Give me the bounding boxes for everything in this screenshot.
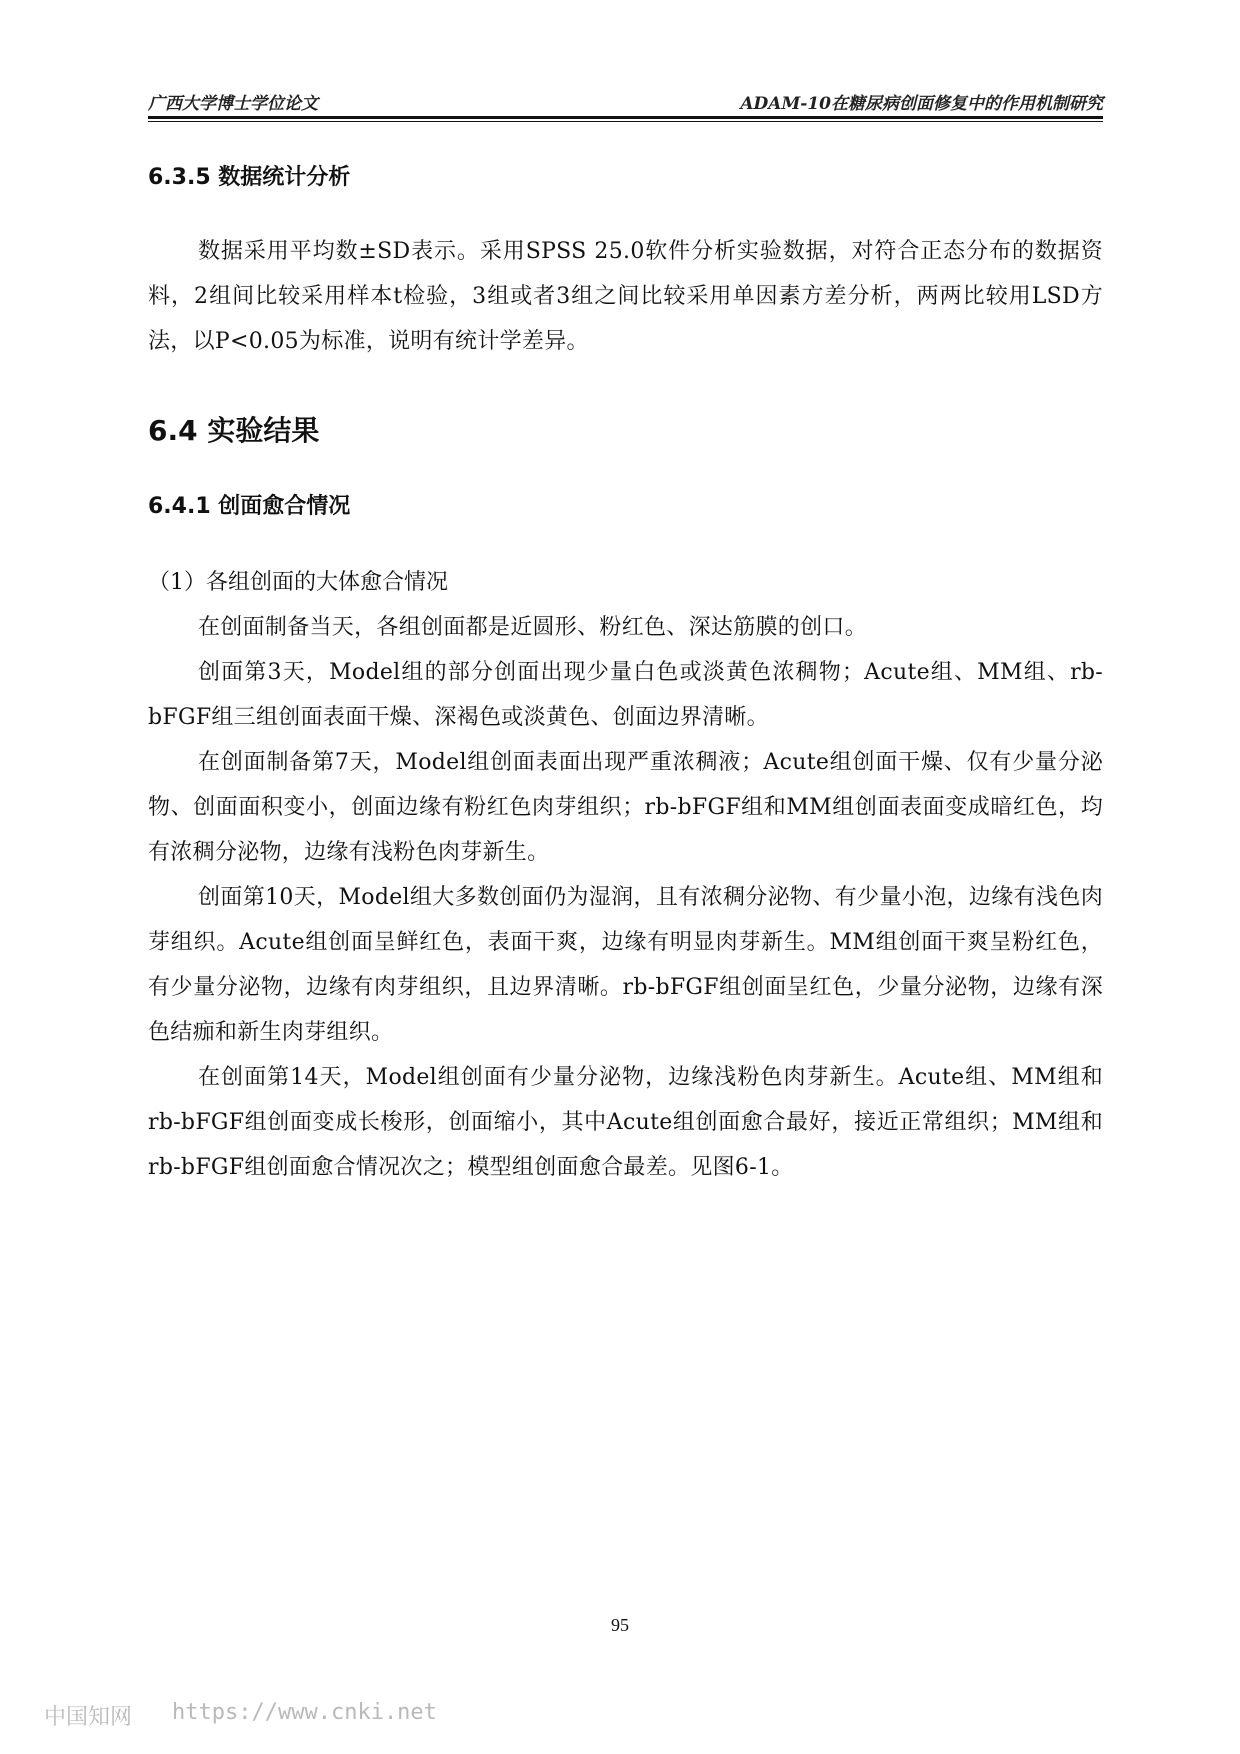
- running-header: [148, 80, 1103, 114]
- header-rule-thick: [148, 116, 1103, 119]
- header-rule-thin: [148, 121, 1103, 122]
- cnki-watermark: [44, 1700, 437, 1731]
- paragraph-day0: 在创面制备当天，各组创面都是近圆形、粉红色、深达筋膜的创口。: [198, 615, 868, 640]
- header-left-title: 广西大学博士学位论文: [148, 94, 318, 114]
- paragraph-day7: 在创面制备第7天，Model组创面表面出现严重浓稠液；Acute组创面干燥、仅有少量分泌物、创面面积变小，创面边缘有粉红色肉芽组织；rb-bFGF组和MM组创面表面变成暗红色，均有浓稠分泌物，边缘有浅粉色肉芽新生。: [148, 750, 1103, 865]
- header-right-title: ADAM-10在糖尿病创面修复中的作用机制研究: [740, 94, 1103, 114]
- item-1-heading: （1）各组创面的大体愈合情况: [148, 570, 448, 595]
- paragraph-day14: 在创面第14天，Model组创面有少量分泌物，边缘浅粉色肉芽新生。Acute组、MM组和rb-bFGF组创面变成长梭形，创面缩小，其中Acute组创面愈合最好，接近正常组织；MM组和rb-bFGF组创面愈合情况次之；模型组创面愈合最差。见图6-1。: [148, 1065, 1103, 1180]
- page-number: 95: [611, 1615, 629, 1635]
- heading-6-4-1: 6.4.1 创面愈合情况: [148, 494, 351, 519]
- watermark-url: https://www.cnki.net: [172, 1700, 437, 1725]
- heading-6-4: 6.4 实验结果: [148, 414, 320, 447]
- heading-6-3-5: 6.3.5 数据统计分析: [148, 165, 351, 190]
- paragraph-day10: 创面第10天，Model组大多数创面仍为湿润，且有浓稠分泌物、有少量小泡，边缘有浅色肉芽组织。Acute组创面呈鲜红色，表面干爽，边缘有明显肉芽新生。MM组创面干爽呈粉红色，有少量分泌物，边缘有肉芽组织，且边界清晰。rb-bFGF组创面呈红色，少量分泌物，边缘有深色结痂和新生肉芽组织。: [148, 885, 1103, 1045]
- page-body: [148, 160, 1103, 1190]
- paragraph-statistics: 数据采用平均数±SD表示。采用SPSS 25.0软件分析实验数据，对符合正态分布的数据资料，2组间比较采用样本t检验，3组或者3组之间比较采用单因素方差分析，两两比较用LSD方法，以P<0.05为标准，说明有统计学差异。: [148, 239, 1103, 354]
- watermark-left-text: 中国知网: [44, 1705, 133, 1730]
- paragraph-day3: 创面第3天，Model组的部分创面出现少量白色或淡黄色浓稠物；Acute组、MM组、rb-bFGF组三组创面表面干燥、深褐色或淡黄色、创面边界清晰。: [148, 660, 1103, 730]
